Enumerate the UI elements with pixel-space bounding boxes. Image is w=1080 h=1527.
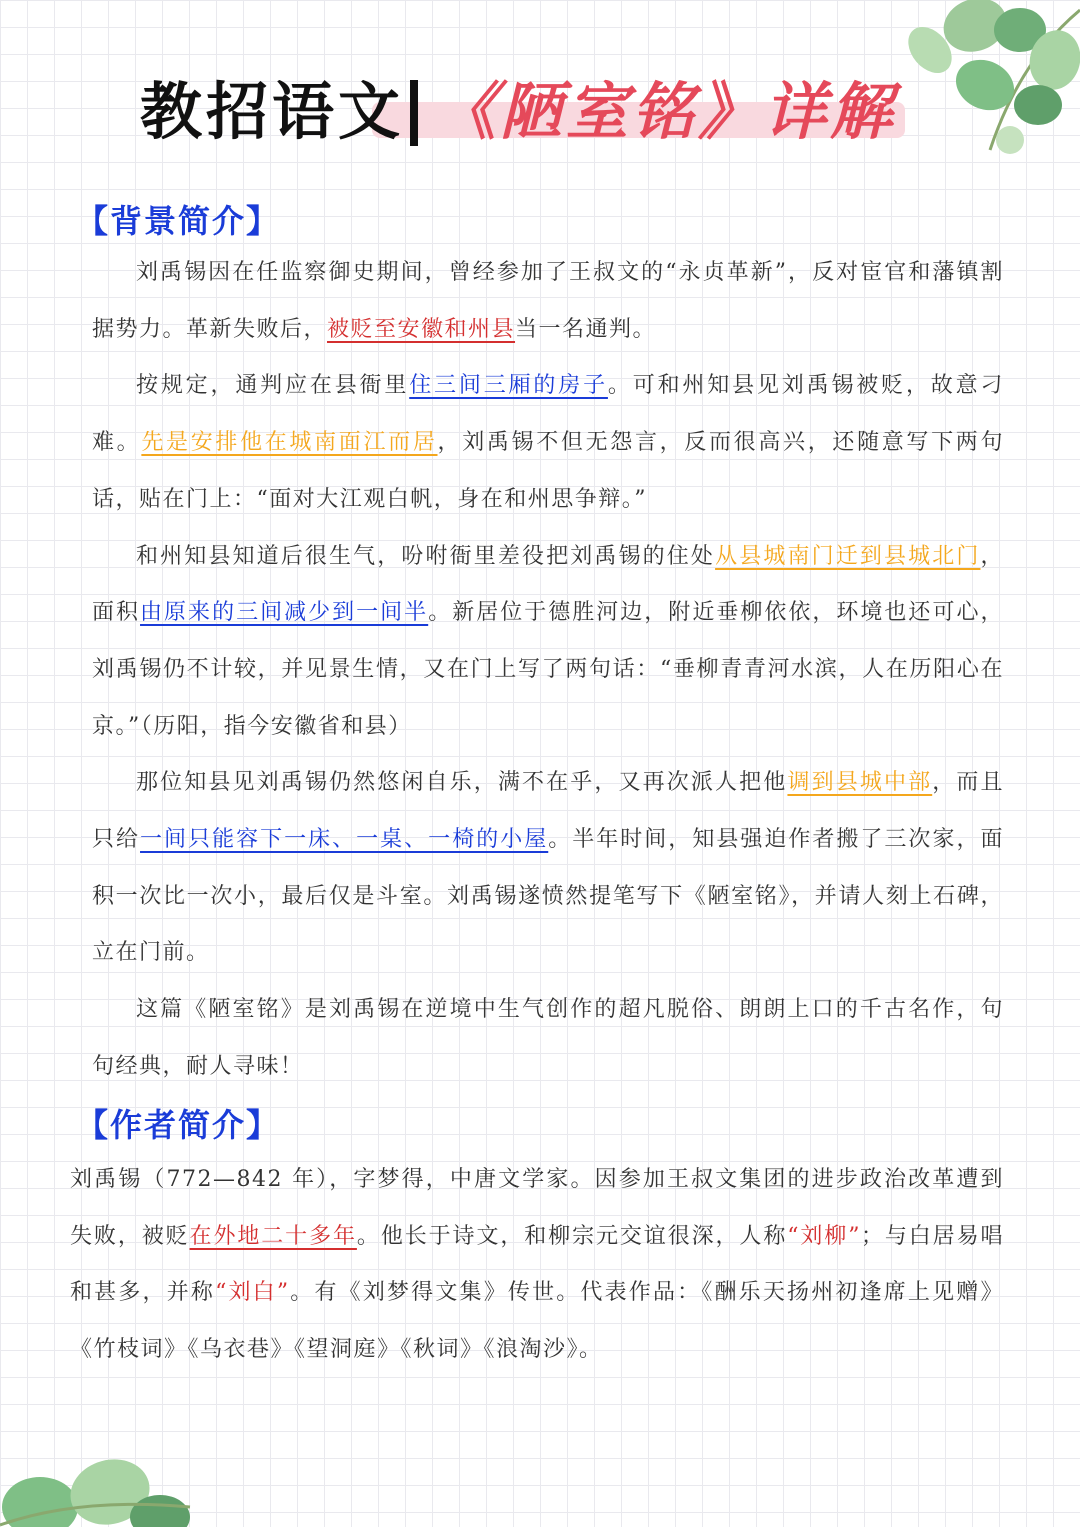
text-span: 和州知县知道后很生气，吩咐衙里差役把刘禹锡的住处 <box>136 543 716 569</box>
text-span: 。新居位于德胜河边，附近垂柳依依，环境也还可心，刘禹锡仍不计较，并见景生情，又在门上写了两句话：“垂柳青青河水滨，人在历阳心在京。”（历阳，指今安徽省和县） <box>92 600 1004 739</box>
text-span: 。可和州知县见刘禹锡被贬，故意刁难。 <box>92 373 1004 456</box>
text-span: 那位知县见刘禹锡仍然悠闲自乐，满不在乎，又再次派人把他 <box>136 770 788 796</box>
highlight-red-plain: “刘白” <box>215 1280 290 1306</box>
highlight-red: 被贬至安徽和州县 <box>327 316 516 342</box>
background-paragraph-2 <box>92 358 1004 528</box>
highlight-red: 在外地二十多年 <box>189 1223 357 1249</box>
highlight-yellow: 先是安排他在城南面江而居 <box>141 430 438 456</box>
text-span: 。他长于诗文，和柳宗元交谊很深，人称 <box>356 1223 788 1249</box>
text-span: 按规定，通判应在县衙里 <box>136 373 410 399</box>
highlight-yellow: 调到县城中部 <box>787 770 933 796</box>
author-body <box>70 1152 1004 1379</box>
title-topic: 《陋室铭》详解 <box>434 75 897 148</box>
text-span: 当一名通判。 <box>515 316 657 342</box>
title-divider <box>410 80 418 146</box>
background-body <box>92 245 1004 1096</box>
background-paragraph-1 <box>92 245 1004 358</box>
page-title <box>0 72 1080 152</box>
highlight-red-plain: “刘柳” <box>787 1223 861 1249</box>
highlight-blue: 住三间三厢的房子 <box>409 373 608 399</box>
background-paragraph-3 <box>92 529 1004 756</box>
text-span: ，面积 <box>92 543 1004 626</box>
background-paragraph-4 <box>92 755 1004 982</box>
text-span: 。半年时间，知县强迫作者搬了三次家，面积一次比一次小，最后仅是斗室。刘禹锡遂愤然提笔写下《陋室铭》，并请人刻上石碑，立在门前。 <box>92 827 1004 966</box>
author-heading: 【作者简介】 <box>76 1106 281 1144</box>
text-span: 刘禹锡因在任监察御史期间，曾经参加了王叔文的“永贞革新”，反对宦官和藩镇割据势力。革新失败后， <box>92 260 1004 342</box>
background-heading: 【背景简介】 <box>76 202 281 240</box>
text-span: 刘禹锡（772—842 年），字梦得，中唐文学家。因参加王叔文集团的进步政治改革遭到失败，被贬 <box>70 1167 1004 1249</box>
text-span: 。有《刘梦得文集》传世。代表作品：《酬乐天扬州初逢席上见赠》《竹枝词》《乌衣巷》《望洞庭》《秋词》《浪淘沙》。 <box>70 1280 1004 1363</box>
highlight-yellow: 从县城南门迁到县城北门 <box>715 543 981 569</box>
highlight-blue: 一间只能容下一床、一桌、一椅的小屋 <box>140 827 549 853</box>
title-subject: 教招语文 <box>140 75 405 148</box>
text-span: ，刘禹锡不但无怨言，反而很高兴，还随意写下两句话，贴在门上：“面对大江观白帆，身在和州思争辩。” <box>92 430 1004 512</box>
background-paragraph-5: 这篇《陋室铭》是刘禹锡在逆境中生气创作的超凡脱俗、朗朗上口的千古名作，句句经典，耐人寻味！ <box>92 997 1004 1079</box>
highlight-blue: 由原来的三间减少到一间半 <box>140 600 429 626</box>
text-span: ，而且只给 <box>92 770 1004 853</box>
text-span: ；与白居易唱和甚多，并称 <box>70 1223 1004 1306</box>
leaf-decoration-icon <box>0 1437 200 1527</box>
author-paragraph-1 <box>70 1152 1004 1379</box>
